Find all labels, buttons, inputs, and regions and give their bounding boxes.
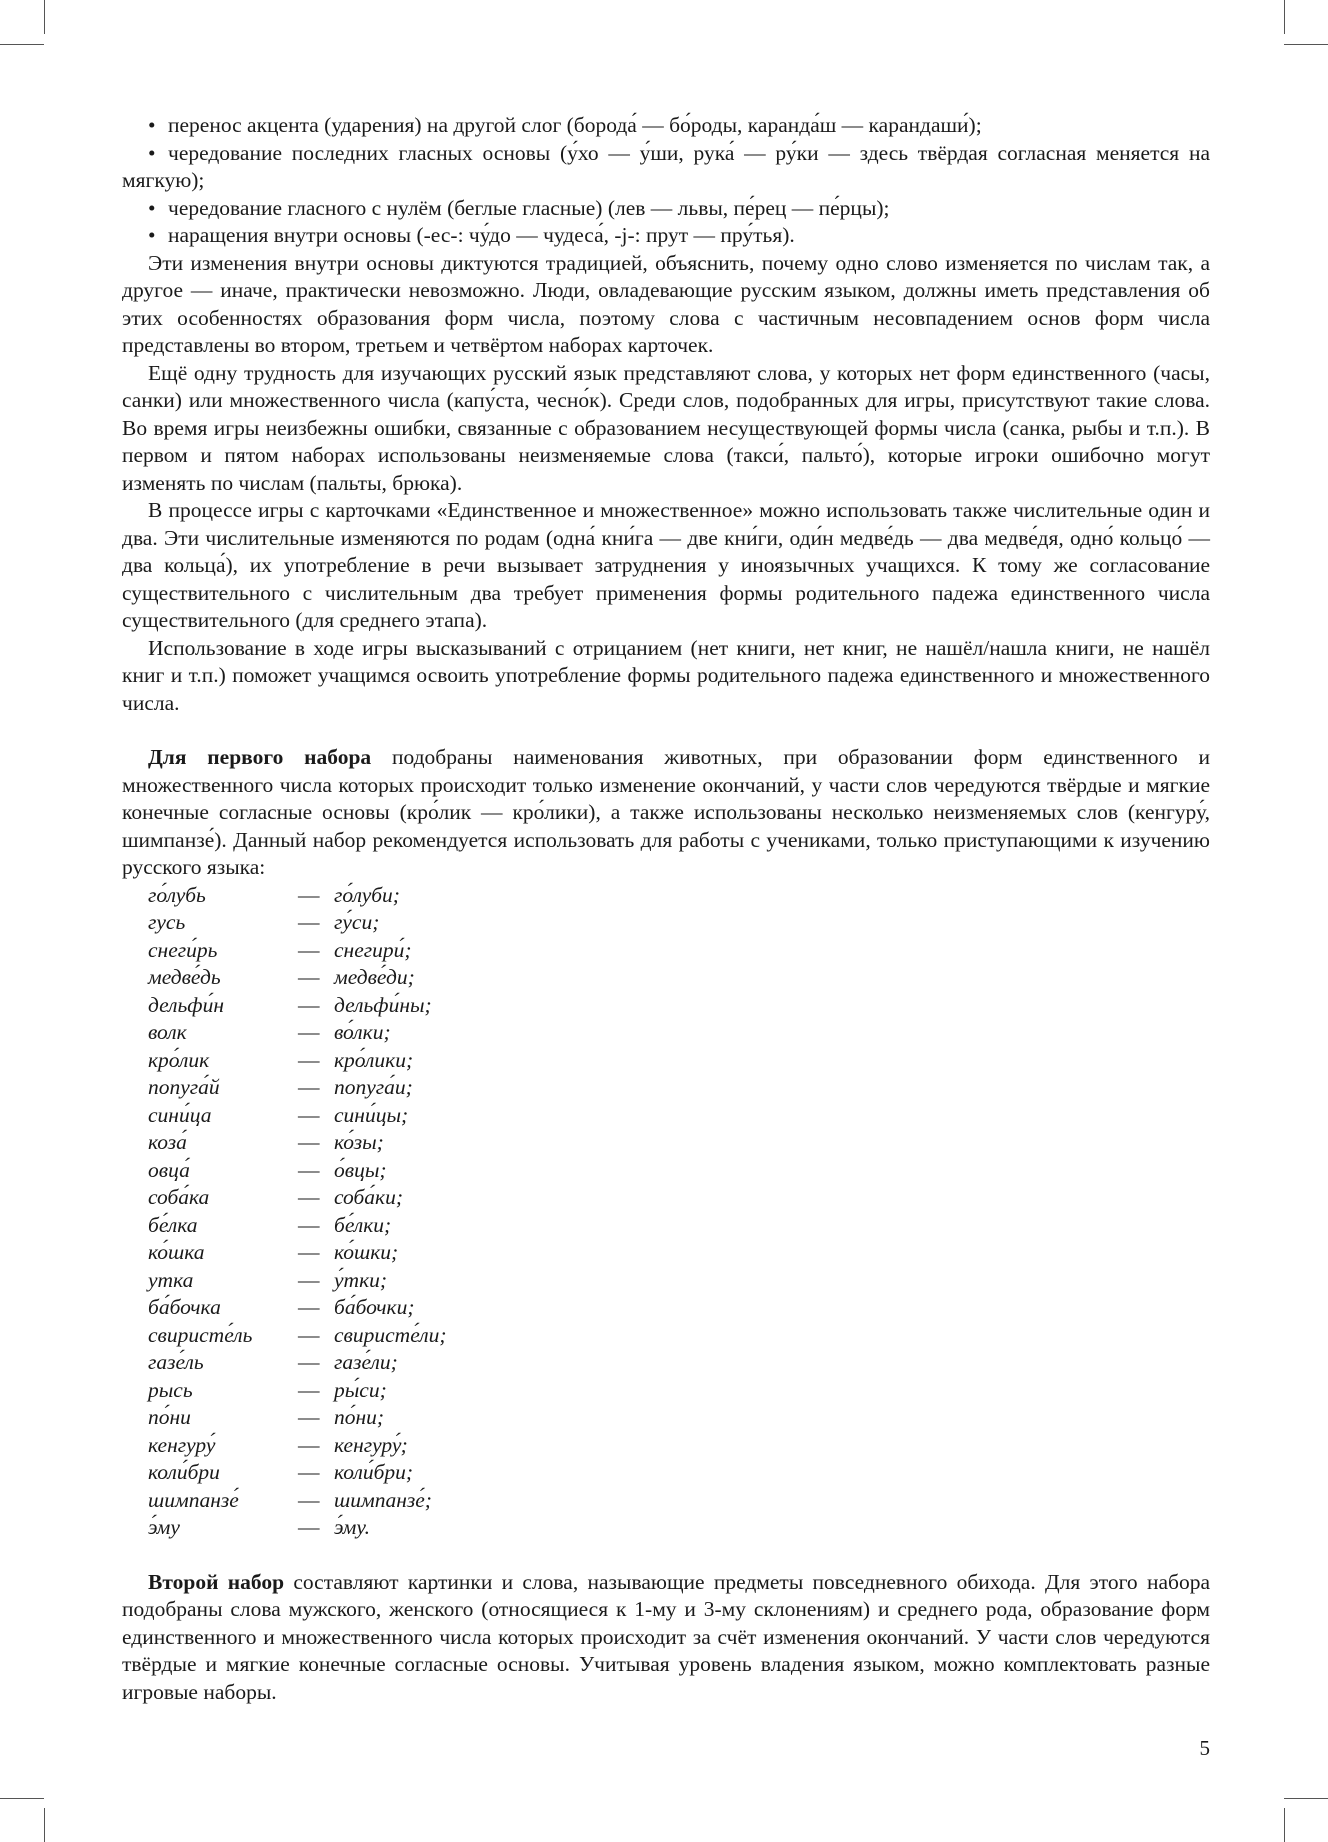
word-singular: го́лубь (148, 882, 206, 907)
word-dash: — (298, 1295, 320, 1319)
word-singular: попуга́й (148, 1075, 220, 1099)
spacer (122, 1542, 1210, 1569)
set2-paragraph: Второй набор составляют картинки и слова, называющие предметы повседневного обихода. Для этого набора подобраны слова мужского, женского (относящиеся к 1-му и 3-му склонениям) и среднего рода, образование форм единственного и множественного числа которых происходит за счёт изменения окончаний. У части слов чередуются твёрдые и мягкие конечные согласные основы. Учитывая уровень владения языком, можно комплектовать разные игровые наборы. (122, 1569, 1210, 1704)
word-pair (148, 1047, 1210, 1075)
paragraph: Использование в ходе игры высказываний с отрицанием (нет книги, нет книг, не нашёл/нашла книги, не нашёл книг и т.п.) поможет учащимся освоить употребление формы родительного падежа единственного и множественного числа. (122, 635, 1210, 715)
set1-paragraph: Для первого набора подобраны наименования животных, при образовании форм единственного и множественного числа которых происходит только изменение окончаний, у части слов чередуются твёрдые и мягкие конечные согласные основы (кро́лик — кро́лики), а также использованы несколько неизменяемых слов (кенгуру́, шимпанзе́). Данный набор рекомендуется использовать для работы с учениками, только приступающими к изучению русского языка: (122, 745, 1210, 879)
word-plural: во́лки; (334, 1020, 391, 1044)
word-singular: рысь (148, 1377, 193, 1402)
word-singular: бе́лка (148, 1212, 198, 1237)
word-pair (148, 1157, 1210, 1185)
word-pair (148, 1074, 1210, 1102)
word-dash: — (298, 1515, 320, 1539)
word-dash: — (298, 1240, 320, 1264)
word-singular: снеги́рь (148, 937, 218, 962)
word-plural: э́му. (334, 1515, 370, 1539)
bullet-item: • перенос акцента (ударения) на другой слог (борода́ — бо́роды, каранда́ш — карандаши́); (122, 112, 1210, 140)
word-pair (148, 1322, 1210, 1350)
word-dash: — (298, 1185, 320, 1209)
word-pair (148, 1514, 1210, 1542)
word-plural: ко́зы; (334, 1130, 384, 1154)
word-pair (148, 1212, 1210, 1240)
word-dash: — (298, 1047, 320, 1072)
spacer (122, 717, 1210, 744)
word-dash: — (298, 882, 320, 907)
word-pair (148, 937, 1210, 965)
word-plural: газе́ли; (334, 1350, 398, 1374)
word-dash: — (298, 1130, 320, 1154)
word-plural: ко́шки; (334, 1240, 399, 1264)
word-plural: соба́ки; (334, 1185, 404, 1209)
word-dash: — (298, 1075, 320, 1099)
bullet-item: • наращения внутри основы (-ес-: чу́до — чудеса́, -j-: прут — пру́тья). (122, 222, 1210, 250)
word-list (122, 882, 1210, 1542)
crop-mark (1284, 1798, 1328, 1799)
word-singular: кенгуру́ (148, 1432, 216, 1457)
bullet-icon: • (148, 195, 156, 220)
word-plural: кенгуру́; (334, 1432, 408, 1457)
word-plural: медве́ди; (334, 965, 415, 989)
word-pair (148, 1459, 1210, 1487)
bullet-icon: • (148, 223, 156, 247)
word-pair (148, 1404, 1210, 1432)
word-singular: медве́дь (148, 965, 221, 989)
word-dash: — (298, 1350, 320, 1374)
word-dash: — (298, 1020, 320, 1044)
word-pair (148, 909, 1210, 937)
word-dash: — (298, 1212, 320, 1237)
paragraph: Эти изменения внутри основы диктуются традицией, объяснить, почему одно слово изменяется по числам так, а другое — иначе, практически невозможно. Люди, овладевающие русским языком, должны иметь представления об этих особенностях образования форм числа, поэтому слова с частичным несовпадением основ форм числа представлены во втором, третьем и четвёртом наборах карточек. (122, 250, 1210, 357)
word-plural: шимпанзе́; (334, 1487, 432, 1512)
set2-lead: Второй набор (148, 1569, 285, 1594)
crop-mark (44, 0, 45, 34)
word-plural: бе́лки; (334, 1212, 392, 1237)
word-singular: коза́ (148, 1130, 187, 1154)
word-singular: газе́ль (148, 1350, 204, 1374)
word-plural: свиристе́ли; (334, 1322, 447, 1347)
word-dash: — (298, 1460, 320, 1484)
word-pair (148, 1184, 1210, 1212)
word-singular: дельфи́н (148, 992, 224, 1017)
word-plural: коли́бри; (334, 1460, 414, 1484)
crop-mark (1284, 1808, 1285, 1842)
word-dash: — (298, 1157, 320, 1182)
word-pair (148, 1102, 1210, 1130)
word-dash: — (298, 992, 320, 1017)
word-pair (148, 1487, 1210, 1515)
word-plural: гу́си; (334, 910, 380, 934)
word-singular: кро́лик (148, 1047, 210, 1072)
word-dash: — (298, 1432, 320, 1457)
word-plural: го́луби; (334, 882, 400, 907)
bullet-item: • чередование гласного с нулём (беглые гласные) (лев — львы, пе́рец — пе́рцы); (122, 195, 1210, 223)
paragraph: В процессе игры с карточками «Единственное и множественное» можно использовать также числительные один и два. Эти числительные изменяются по родам (одна́ кни́га — две кни́ги, оди́н медве́дь — два медве́дя, одно́ кольцо́ — два кольца́), их употребление в речи вызывает затруднения у иноязычных учащихся. К тому же согласование существительного с числительным два требует применения формы родительного падежа единственного числа существительного (для среднего этапа). (122, 498, 1210, 632)
word-singular: соба́ка (148, 1185, 210, 1209)
word-singular: коли́бри (148, 1460, 220, 1484)
crop-mark (0, 1798, 44, 1799)
word-singular: шимпанзе́ (148, 1487, 239, 1512)
word-pair (148, 1239, 1210, 1267)
word-plural: о́вцы; (334, 1157, 387, 1182)
word-singular: ба́бочка (148, 1295, 221, 1319)
word-singular: э́му (148, 1515, 180, 1539)
bullet-icon: • (148, 113, 156, 137)
word-dash: — (298, 1405, 320, 1429)
word-plural: попуга́и; (334, 1075, 413, 1099)
word-singular: свиристе́ль (148, 1322, 253, 1347)
word-plural: ба́бочки; (334, 1295, 415, 1319)
word-singular: гусь (148, 910, 186, 934)
bullet-icon: • (148, 140, 156, 165)
word-singular: сини́ца (148, 1102, 212, 1127)
word-singular: утка (148, 1267, 194, 1292)
word-pair (148, 992, 1210, 1020)
set1-lead: Для первого набора (148, 745, 372, 769)
crop-mark (1284, 0, 1285, 34)
bullet-item: • чередование последних гласных основы (у́хо — у́ши, рука́ — ру́ки — здесь твёрдая согласная меняется на мягкую); (122, 140, 1210, 192)
crop-mark (0, 44, 44, 45)
word-dash: — (298, 1487, 320, 1512)
word-plural: сини́цы; (334, 1102, 409, 1127)
word-pair (148, 1129, 1210, 1157)
word-plural: дельфи́ны; (334, 992, 432, 1017)
word-dash: — (298, 965, 320, 989)
word-singular: волк (148, 1020, 187, 1044)
word-pair (148, 1377, 1210, 1405)
word-pair (148, 882, 1210, 910)
crop-mark (44, 1808, 45, 1842)
word-pair (148, 1432, 1210, 1460)
word-pair (148, 964, 1210, 992)
word-pair (148, 1267, 1210, 1295)
word-singular: ко́шка (148, 1240, 205, 1264)
page-number: 5 (1199, 1736, 1210, 1760)
word-pair (148, 1294, 1210, 1322)
word-plural: кро́лики; (334, 1047, 414, 1072)
word-pair (148, 1349, 1210, 1377)
page-body (122, 112, 1210, 1706)
word-pair (148, 1019, 1210, 1047)
word-dash: — (298, 937, 320, 962)
word-plural: по́ни; (334, 1405, 385, 1429)
word-dash: — (298, 1102, 320, 1127)
word-dash: — (298, 1377, 320, 1402)
word-dash: — (298, 910, 320, 934)
word-plural: у́тки; (334, 1267, 388, 1292)
word-dash: — (298, 1267, 320, 1292)
word-plural: снегири́; (334, 937, 412, 962)
word-singular: по́ни (148, 1405, 191, 1429)
word-singular: овца́ (148, 1157, 190, 1182)
word-plural: ры́си; (334, 1377, 387, 1402)
word-dash: — (298, 1322, 320, 1347)
paragraph: Ещё одну трудность для изучающих русский язык представляют слова, у которых нет форм единственного (часы, санки) или множественного числа (капу́ста, чесно́к). Среди слов, подобранных для игры, присутствуют такие слова. Во время игры неизбежны ошибки, связанные с образованием несуществующей формы числа (санка, рыбы и т.п.). В первом и пятом наборах использованы неизменяемые слова (такси́, пальто́), которые игроки ошибочно могут изменять по числам (пальты, брюка). (122, 360, 1210, 495)
crop-mark (1284, 44, 1328, 45)
